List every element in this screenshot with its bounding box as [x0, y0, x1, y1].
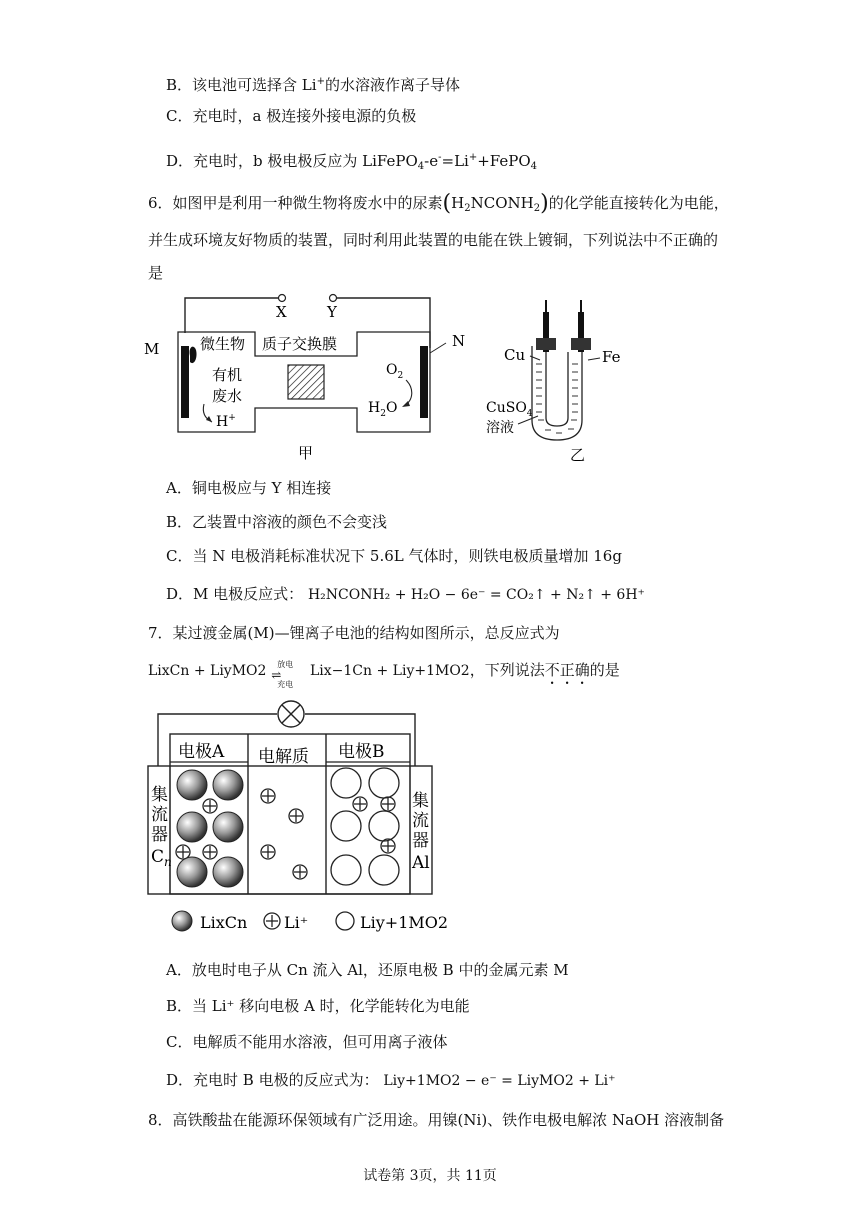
electrode-b-particles [331, 768, 399, 885]
label-o2: $O_2$ [386, 362, 404, 381]
label-x: X [276, 303, 287, 321]
label-solution: 溶液 [486, 420, 514, 436]
label-n: N [452, 332, 466, 350]
svg-text:器: 器 [151, 825, 168, 845]
q7-option-c: C．电解质不能用水溶液，但可用离子液体 [166, 1033, 448, 1051]
svg-text:流: 流 [412, 811, 429, 831]
q7-option-a: A．放电时电子从 Cn 流入 Al，还原电极 B 中的金属元素 M [166, 961, 569, 979]
q6-option-d: D．M 电极反应式： H₂NCONH₂ + H₂O − 6e⁻ = CO₂↑ + N₂↑ + 6H⁺ [166, 585, 645, 603]
label-organic1: 有机 [212, 366, 243, 384]
label-electrode-a: 电极A [178, 742, 225, 762]
li-ions [176, 789, 395, 879]
q7-eq-left: LixCn + LiyMO2 [148, 663, 267, 679]
u-tube-yi [532, 300, 591, 440]
q6-optd-equation: H₂NCONH₂ + H₂O − 6e⁻ = CO₂↑ + N₂↑ + 6H⁺ [307, 587, 645, 603]
q7-diagram [140, 696, 460, 946]
q7-stem-line1: 7．某过渡金属(M)—锂离子电池的结构如图所示，总反应式为 [148, 624, 560, 642]
q5-option-c: C．充电时，a 极连接外接电源的负极 [166, 107, 417, 125]
label-cu: Cu [504, 346, 526, 364]
label-organic2: 废水 [212, 387, 243, 405]
electrode-m [181, 346, 189, 418]
q7-stem-line2: LixCn + LiyMO2 放电 ⇌ 充电 Lix−1Cn + Liy+1MO2，下列说法不正确的是 [148, 660, 620, 689]
q7-option-d: D．充电时 B 电极的反应式为： Liy+1MO2 − e⁻ = LiyMO2 + Li⁺ [166, 1071, 616, 1089]
label-jia: 甲 [298, 444, 314, 462]
q6-option-c: C．当 N 电极消耗标准状况下 5.6L 气体时，则铁电极质量增加 16g [166, 547, 622, 565]
legend-limo2: Liy+1MO2 [360, 913, 449, 932]
legend-circle-icon [336, 912, 354, 930]
electrode-n [420, 346, 428, 418]
label-m: M [144, 340, 160, 358]
legend-li: Li⁺ [284, 913, 309, 932]
label-h: H+ [216, 413, 236, 430]
terminal-y [330, 295, 337, 302]
q5-option-b: B．该电池可选择含 Li+的水溶液作离子导体 [166, 76, 460, 94]
q6-stem-line3: 是 [148, 264, 164, 282]
label-electrolyte: 电解质 [258, 747, 309, 767]
label-fe: Fe [602, 348, 621, 366]
q6-diagram [140, 288, 640, 468]
electrode-a-particles [177, 770, 243, 887]
q7-option-b: B．当 Li⁺ 移向电极 A 时，化学能转化为电能 [166, 997, 470, 1015]
page-footer: 试卷第 3页，共 11页 [363, 1168, 497, 1184]
q7-eq-arrow: 放电 ⇌ 充电 [271, 660, 294, 689]
q6-option-a: A．铜电极应与 Y 相连接 [166, 479, 332, 497]
label-membrane: 质子交换膜 [262, 335, 338, 353]
svg-text:流: 流 [151, 805, 168, 825]
label-cuso4: CuSO$_4$ [486, 400, 533, 419]
legend-lixcn: LixCn [200, 913, 248, 932]
q6-stem-line2: 并生成环境友好物质的装置，同时利用此装置的电能在铁上镀铜，下列说法中不正确的 [148, 231, 719, 249]
q6-stem-line1: 6．如图甲是利用一种微生物将废水中的尿素$(H_2NCONH_2)$的化学能直接转化为电能， [148, 191, 729, 216]
label-collector-al: Al [412, 853, 430, 873]
label-collector-cn: $C_n$ [151, 847, 172, 869]
microbe-icon [190, 347, 197, 363]
label-y: Y [327, 303, 337, 321]
q7-eq-right: Lix−1Cn + Liy+1MO2 [310, 663, 470, 679]
q7-optd-equation: Liy+1MO2 − e⁻ = LiyMO2 + Li⁺ [383, 1073, 616, 1089]
svg-text:集: 集 [151, 785, 168, 805]
proton-membrane [288, 365, 324, 399]
terminal-x [279, 295, 286, 302]
legend [172, 911, 448, 932]
q6-option-b: B．乙装置中溶液的颜色不会变浅 [166, 513, 388, 531]
legend-ball-icon [172, 911, 192, 931]
label-yi: 乙 [570, 446, 586, 464]
q8-stem: 8．高铁酸盐在能源环保领域有广泛用途。用镍(Ni)、铁作电极电解浓 NaOH 溶液制备 [148, 1111, 725, 1129]
q5-option-d: D．充电时，b 极电极反应为 LiFePO$_4$-e-=Li++FePO$_4$ [166, 152, 538, 172]
label-electrode-b: 电极B [338, 742, 385, 762]
label-microbe: 微生物 [200, 335, 246, 353]
svg-text:器: 器 [412, 831, 429, 851]
label-h2o: $H_2O$ [368, 400, 398, 419]
svg-text:集: 集 [412, 791, 429, 811]
